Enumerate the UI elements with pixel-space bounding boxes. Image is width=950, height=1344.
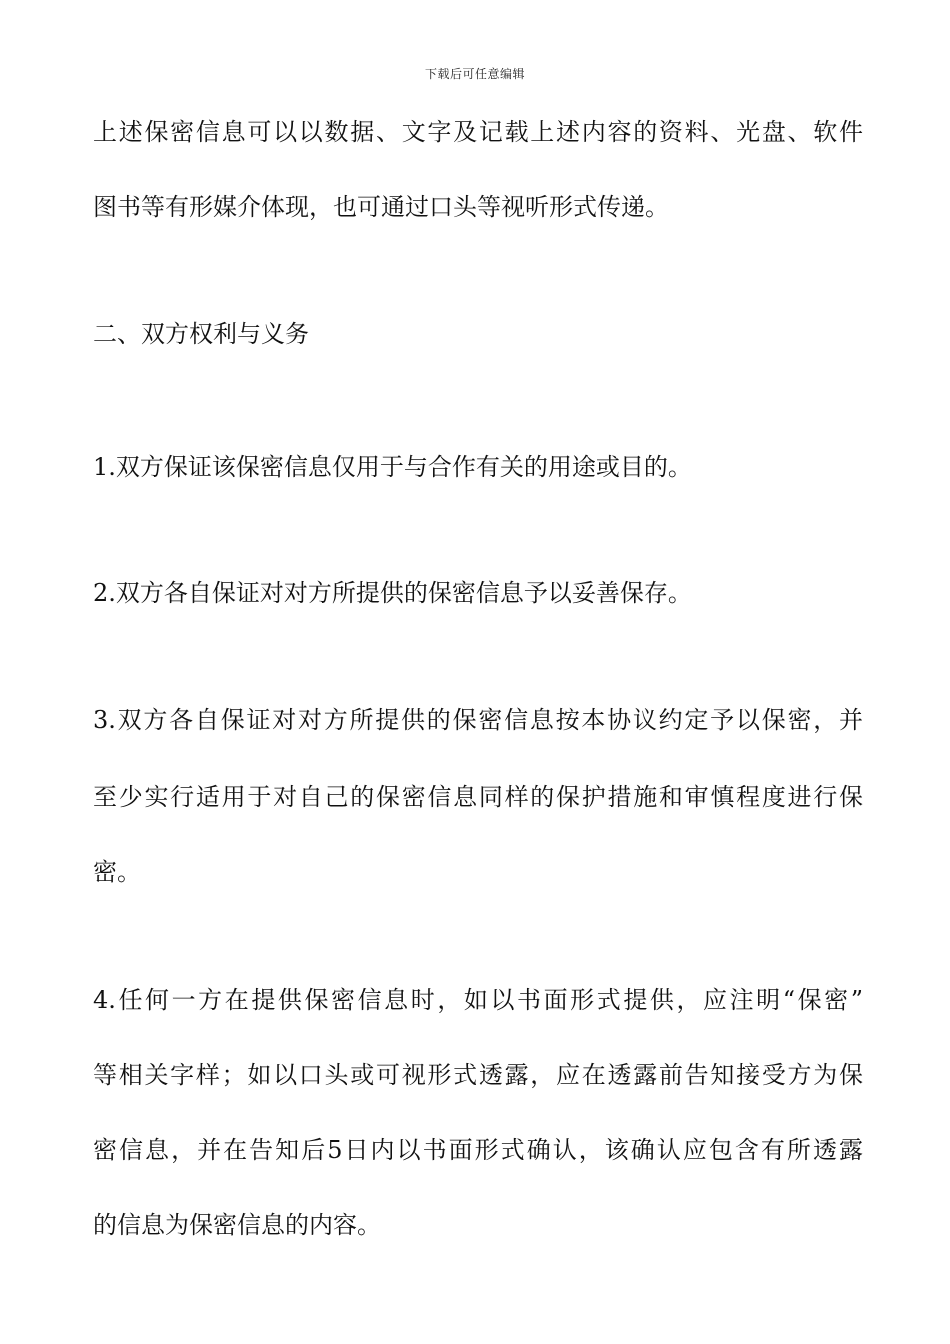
item-3-line-3: 密。 <box>93 858 141 886</box>
item-3-line-1: 3.双方各自保证对对方所提供的保密信息按本协议约定予以保密，并 <box>93 706 863 734</box>
item-2-line-1: 2.双方各自保证对对方所提供的保密信息予以妥善保存。 <box>93 579 692 607</box>
section-heading: 二、双方权利与义务 <box>93 320 309 348</box>
item-4-line-4: 的信息为保密信息的内容。 <box>93 1211 381 1239</box>
item-4-line-2: 等相关字样；如以口头或可视形式透露，应在透露前告知接受方为保 <box>93 1061 863 1089</box>
item-3-line-2: 至少实行适用于对自己的保密信息同样的保护措施和审慎程度进行保 <box>93 783 863 811</box>
item-4-line-1: 4.任何一方在提供保密信息时，如以书面形式提供，应注明“保密” <box>93 986 863 1014</box>
item-4-line-3: 密信息，并在告知后5日内以书面形式确认，该确认应包含有所透露 <box>93 1136 863 1164</box>
item-1-line-1: 1.双方保证该保密信息仅用于与合作有关的用途或目的。 <box>93 453 692 481</box>
intro-line-2: 图书等有形媒介体现，也可通过口头等视听形式传递。 <box>93 193 669 221</box>
page-header-note: 下载后可任意编辑 <box>424 67 525 81</box>
intro-line-1: 上述保密信息可以以数据、文字及记载上述内容的资料、光盘、软件 <box>93 118 863 146</box>
